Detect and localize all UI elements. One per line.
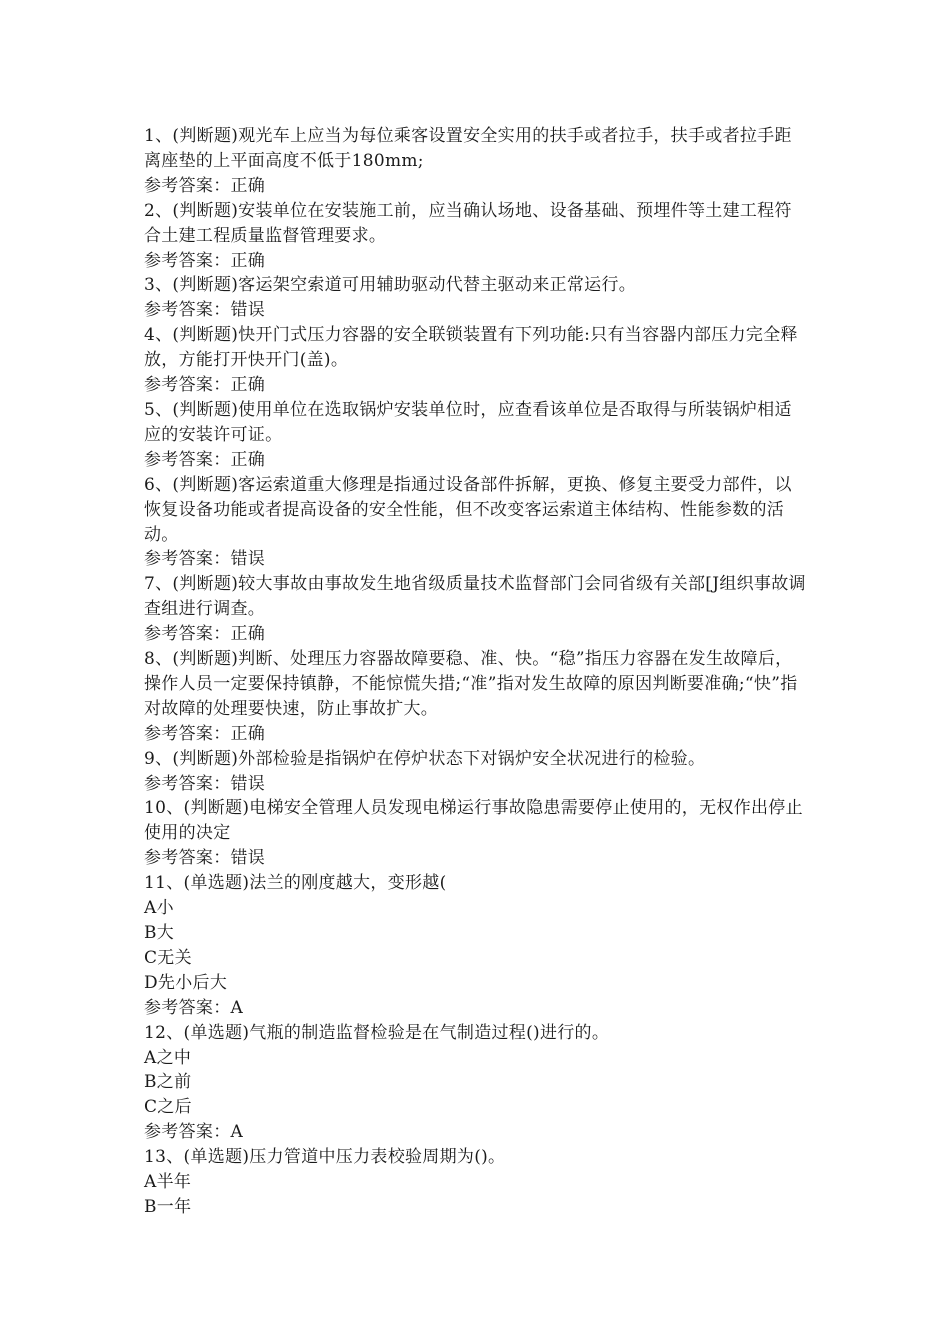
answer-option: B之前: [144, 1072, 192, 1093]
question-item: [144, 124, 809, 199]
reference-answer: 参考答案：正确: [144, 375, 266, 396]
question-item: [144, 473, 809, 573]
question-text: 12、(单选题)气瓶的制造监督检验是在气制造过程()进行的。: [144, 1022, 610, 1043]
reference-answer: 参考答案：A: [144, 1122, 244, 1143]
question-item: [144, 747, 809, 797]
question-text: 9、(判断题)外部检验是指锅炉在停炉状态下对锅炉安全状况进行的检验。: [144, 748, 706, 769]
question-item: [144, 273, 809, 323]
question-item: [144, 572, 809, 647]
answer-option: A之中: [144, 1047, 192, 1068]
answer-option: C之后: [144, 1097, 192, 1118]
question-text: 7、(判断题)较大事故由事故发生地省级质量技术监督部门会同省级有关部[J组织事故调查组进行调查。: [144, 574, 806, 620]
reference-answer: 参考答案：错误: [144, 848, 266, 869]
question-item: [144, 398, 809, 473]
question-text: 6、(判断题)客运索道重大修理是指通过设备部件拆解，更换、修复主要受力部件，以恢复设备功能或者提高设备的安全性能，但不改变客运索道主体结构、性能参数的活动。: [144, 474, 792, 545]
question-text: 4、(判断题)快开门式压力容器的安全联锁装置有下列功能:只有当容器内部压力完全释放，方能打开快开门(盖)。: [144, 325, 798, 371]
answer-option: B一年: [144, 1196, 192, 1217]
reference-answer: 参考答案：A: [144, 997, 244, 1018]
question-text: 5、(判断题)使用单位在选取锅炉安装单位时，应查看该单位是否取得与所装锅炉相适应的安装许可证。: [144, 399, 792, 445]
question-text: 13、(单选题)压力管道中压力表校验周期为()。: [144, 1147, 506, 1168]
question-text: 8、(判断题)判断、处理压力容器故障要稳、准、快。“稳”指压力容器在发生故障后，操作人员一定要保持镇静，不能惊慌失措;“准”指对发生故障的原因判断要准确;“快”指对故障的处理要快速，防止事故扩大。: [144, 649, 798, 719]
question-text: 2、(判断题)安装单位在安装施工前，应当确认场地、设备基础、预埋件等土建工程符合土建工程质量监督管理要求。: [144, 200, 792, 246]
question-item: [144, 1021, 809, 1146]
answer-option: A小: [144, 898, 174, 919]
question-item: [144, 796, 809, 871]
reference-answer: 参考答案：错误: [144, 300, 266, 321]
question-text: 10、(判断题)电梯安全管理人员发现电梯运行事故隐患需要停止使用的，无权作出停止使用的决定: [144, 798, 803, 844]
reference-answer: 参考答案：正确: [144, 250, 266, 271]
reference-answer: 参考答案：正确: [144, 723, 266, 744]
reference-answer: 参考答案：正确: [144, 449, 266, 470]
question-item: [144, 1145, 809, 1220]
answer-option: A半年: [144, 1172, 192, 1193]
reference-answer: 参考答案：错误: [144, 549, 266, 570]
question-text: 3、(判断题)客运架空索道可用辅助驱动代替主驱动来正常运行。: [144, 275, 637, 296]
question-list: [144, 124, 809, 1220]
question-text: 1、(判断题)观光车上应当为每位乘客设置安全实用的扶手或者拉手，扶手或者拉手距离座垫的上平面高度不低于180mm;: [144, 126, 792, 171]
reference-answer: 参考答案：正确: [144, 175, 266, 196]
reference-answer: 参考答案：正确: [144, 624, 266, 645]
answer-option: B大: [144, 923, 175, 943]
question-item: [144, 871, 809, 1020]
question-item: [144, 647, 809, 747]
answer-option: C无关: [144, 947, 192, 968]
answer-option: D先小后大: [144, 972, 228, 993]
reference-answer: 参考答案：错误: [144, 773, 266, 794]
question-item: [144, 199, 809, 274]
question-item: [144, 323, 809, 398]
question-text: 11、(单选题)法兰的刚度越大，变形越(: [144, 873, 447, 894]
